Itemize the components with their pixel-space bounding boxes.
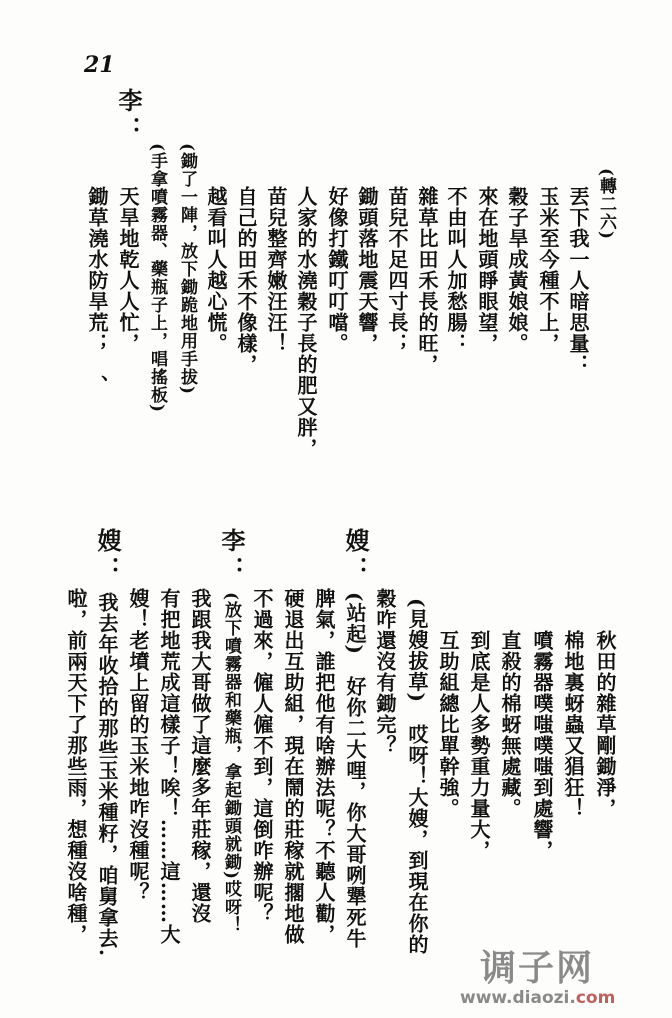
bottom-line: 我跟我大哥做了這麼多年莊稼，還沒 (188, 588, 212, 924)
speaker-label: 嫂： (93, 528, 122, 584)
bottom-line: 直殺的棉蚜無處藏。 (498, 630, 522, 819)
bottom-line: (站起) 好你二大哩，你大哥咧犟死牛 (343, 592, 367, 949)
top-line: 穀子旱成黃娘娘。 (505, 186, 529, 354)
watermark (460, 940, 616, 1008)
speaker-label: 李： (114, 88, 143, 144)
speaker-label: 嫂： (341, 528, 370, 584)
watermark-name: 调子网 (480, 948, 595, 989)
bottom-line: (見嫂拔草) 哎呀！大嫂，到現在你的 (405, 598, 429, 955)
top-line: 苗兒不足四寸長； (385, 186, 409, 354)
bottom-line: 互助組總比單幹強。 (436, 630, 460, 819)
bottom-line: 噴霧器噗嗤噗嗤到處響， (530, 630, 554, 861)
top-line: 來在地頭睜眼望， (475, 186, 499, 354)
top-line: (轉二六) (596, 168, 616, 241)
top-line: 鋤草澆水防旱荒； 、 (85, 186, 109, 396)
top-line: 玉米至今種不上， (536, 186, 560, 354)
top-line: 不由叫人加愁腸： (444, 186, 468, 354)
bottom-line: 秋田的雜草剛鋤淨， (593, 630, 617, 819)
top-line: 苗兒整齊嫩汪汪！ (264, 186, 288, 354)
bottom-line: 不過來，僱人僱不到，這倒咋辦呢？ (250, 588, 274, 924)
top-line: 天旱地乾人人忙， (116, 186, 140, 354)
watermark-url-tld: com (575, 988, 616, 1008)
bottom-line: (放下噴霧器和藥瓶，拿起鋤頭就鋤)哎呀！ (221, 592, 241, 935)
watermark-url (460, 988, 615, 1008)
bottom-line: 到底是人多勢重力量大， (467, 630, 491, 861)
bottom-line: 嫂！老墳上留的玉米地咋沒種呢？ (126, 588, 150, 903)
bottom-line: 啦，前兩天下了那些雨，想種沒啥種， (64, 588, 88, 945)
top-line: 人家的水澆穀子長的肥又胖， (294, 186, 318, 459)
bottom-line: 我去年收拾的那些玉米種籽，咱舅拿去. (95, 592, 119, 957)
bottom-line: 穀咋還沒有鋤完？ (373, 588, 397, 756)
top-line: 越看叫人越心慌。 (204, 186, 228, 354)
top-line: (手拿噴霧器、藥瓶子上，唱搖板) (147, 143, 167, 414)
speaker-label: 李： (217, 528, 246, 584)
top-line: 自己的田禾不像樣， (234, 186, 258, 375)
top-line: 好像打鐵叮叮噹。 (325, 186, 349, 354)
bottom-line: 硬退出互助組，現在鬧的莊稼就擱地做 (281, 588, 305, 945)
bottom-line: 有把地荒成這樣子！唉！……這……大 (157, 588, 181, 945)
top-line: 丟下我一人暗思量： (566, 186, 590, 375)
bottom-line: 脾氣，誰把他有啥辦法呢？不聽人勸， (312, 588, 336, 945)
bottom-line: 棉地裏蚜蟲又猖狂！ (561, 630, 585, 819)
top-line: 鋤頭落地震天響， (355, 186, 379, 354)
top-line: (鋤了一陣，放下鋤跪地用手拔) (177, 143, 197, 396)
page-number: 21 (84, 52, 115, 78)
watermark-url-main: www.diaozi. (460, 988, 576, 1008)
top-line: 雜草比田禾長的旺， (415, 186, 439, 375)
